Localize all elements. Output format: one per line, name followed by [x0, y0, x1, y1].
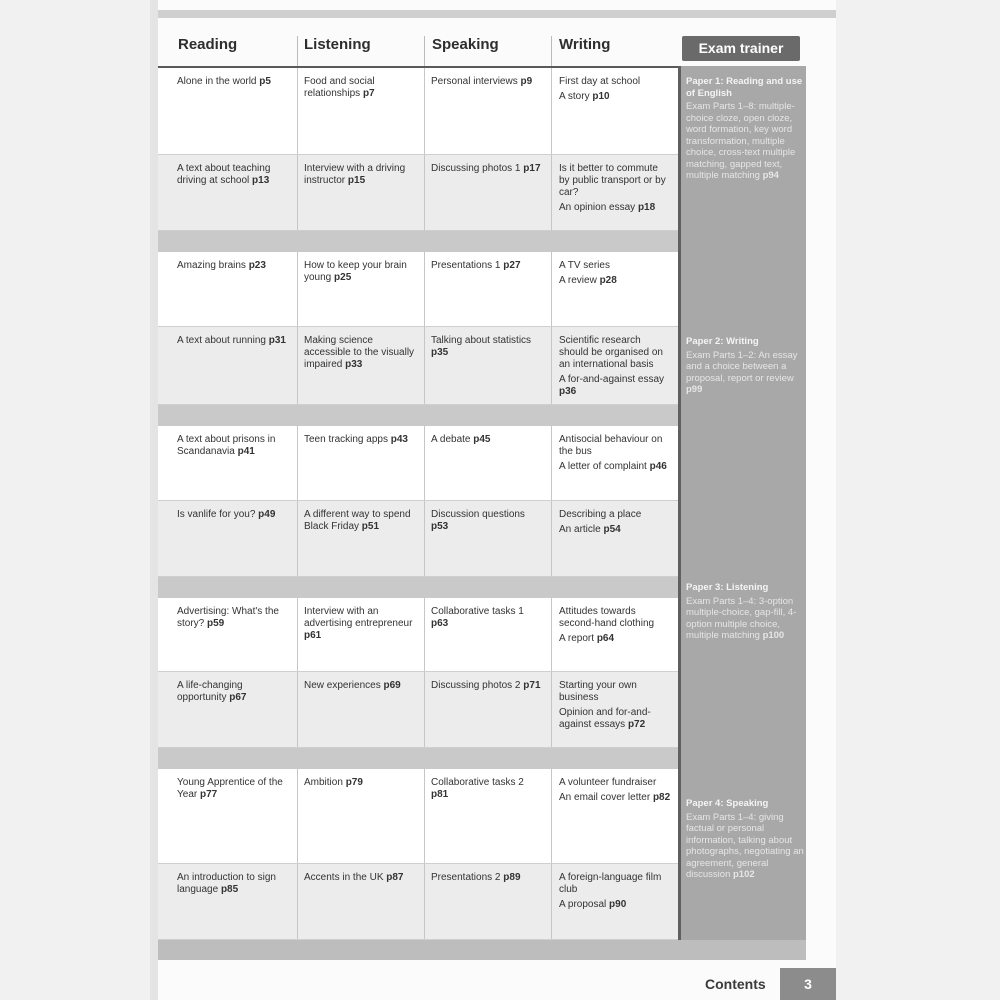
entry-text: Personal interviews — [431, 76, 518, 87]
page-ref: p53 — [431, 521, 449, 532]
cell-speaking — [431, 260, 543, 275]
column-divider — [551, 252, 552, 327]
entry-text: A different way to spend Black Friday — [304, 509, 411, 532]
cell-listening — [304, 777, 416, 792]
page-ref: p87 — [386, 872, 404, 883]
entry-text: Collaborative tasks 2 — [431, 777, 524, 788]
writing-entry — [559, 434, 671, 458]
bottom-band — [158, 940, 806, 960]
entry-text: An introduction to sign language — [177, 872, 276, 895]
entry-text: A story — [559, 91, 590, 102]
exam-trainer-paper-1 — [686, 76, 804, 182]
column-divider — [297, 598, 298, 672]
entry-text: Is vanlife for you? — [177, 509, 256, 520]
writing-entry — [559, 707, 671, 731]
cell-reading — [177, 76, 289, 91]
row-divider — [158, 576, 678, 577]
column-headers — [158, 36, 678, 66]
writing-entry — [559, 792, 671, 804]
footer-contents-label: Contents — [705, 976, 766, 992]
cell-speaking — [431, 76, 543, 91]
writing-entry — [559, 275, 671, 287]
entry-text: How to keep your brain young — [304, 260, 407, 283]
writing-entry — [559, 76, 671, 88]
listening-entry — [304, 260, 416, 284]
speaking-entry — [431, 680, 543, 692]
listening-entry — [304, 509, 416, 533]
speaking-entry — [431, 335, 543, 359]
reading-entry — [177, 163, 289, 187]
entry-text: Presentations 2 — [431, 872, 501, 883]
cell-speaking — [431, 777, 543, 804]
entry-text: A review — [559, 275, 597, 286]
page-ref: p67 — [229, 692, 247, 703]
writing-entry — [559, 374, 671, 398]
speaking-entry — [431, 163, 543, 175]
entry-text: Interview with a driving instructor — [304, 163, 406, 186]
paper-title: Paper 4: Speaking — [686, 798, 769, 809]
cell-listening — [304, 434, 416, 449]
writing-entry — [559, 461, 671, 473]
unit-separator — [158, 748, 678, 769]
entry-text: A debate — [431, 434, 471, 445]
entry-text: A report — [559, 633, 595, 644]
cell-listening — [304, 163, 416, 190]
column-divider — [424, 501, 425, 577]
row-divider — [158, 230, 678, 231]
listening-entry — [304, 163, 416, 187]
cell-listening — [304, 606, 416, 645]
entry-text: A letter of complaint — [559, 461, 647, 472]
speaking-entry — [431, 509, 543, 533]
table-row — [158, 327, 678, 405]
entry-text: Talking about statistics — [431, 335, 532, 346]
cell-writing — [559, 606, 671, 648]
table-row — [158, 155, 678, 231]
page-ref: p63 — [431, 618, 449, 629]
writing-entry — [559, 91, 671, 103]
cell-reading — [177, 434, 289, 461]
entry-text: A volunteer fundraiser — [559, 777, 657, 788]
speaking-entry — [431, 606, 543, 630]
reading-entry — [177, 434, 289, 458]
page-ref: p69 — [383, 680, 401, 691]
page-ref: p59 — [207, 618, 225, 629]
page-ref: p10 — [592, 91, 610, 102]
unit-separator — [158, 577, 678, 598]
column-divider — [424, 252, 425, 327]
unit-separator — [158, 405, 678, 426]
cell-speaking — [431, 680, 543, 695]
column-divider — [297, 252, 298, 327]
entry-text: A proposal — [559, 899, 607, 910]
cell-reading — [177, 163, 289, 190]
header-divider — [297, 36, 298, 66]
page-ref: p17 — [523, 163, 541, 174]
entry-text: Scientific research should be organised on an international basis — [559, 335, 663, 370]
entry-text: Discussing photos 1 — [431, 163, 521, 174]
listening-entry — [304, 606, 416, 642]
speaking-entry — [431, 872, 543, 884]
page-ref: p81 — [431, 789, 449, 800]
entry-text: Opinion and for-and-against essays — [559, 707, 651, 730]
entry-text: Antisocial behaviour on the bus — [559, 434, 663, 457]
writing-entry — [559, 260, 671, 272]
cell-speaking — [431, 606, 543, 633]
cell-reading — [177, 777, 289, 804]
header-reading: Reading — [178, 36, 238, 53]
speaking-entry — [431, 260, 543, 272]
page-ref: p28 — [599, 275, 617, 286]
cell-reading — [177, 606, 289, 633]
entry-text: New experiences — [304, 680, 381, 691]
page-ref: p27 — [503, 260, 521, 271]
column-divider — [424, 327, 425, 405]
column-divider — [424, 864, 425, 940]
column-divider — [551, 769, 552, 864]
writing-entry — [559, 202, 671, 214]
speaking-entry — [431, 777, 543, 801]
cell-speaking — [431, 509, 543, 536]
column-divider — [424, 155, 425, 231]
speaking-entry — [431, 434, 543, 446]
entry-text: Interview with an advertising entrepreneur — [304, 606, 413, 629]
reading-entry — [177, 335, 289, 347]
writing-entry — [559, 777, 671, 789]
listening-entry — [304, 76, 416, 100]
page-ref: p43 — [390, 434, 408, 445]
footer-page-number: 3 — [780, 968, 836, 1000]
cell-writing — [559, 163, 671, 217]
table-row — [158, 501, 678, 577]
table-row — [158, 864, 678, 940]
entry-text: Teen tracking apps — [304, 434, 388, 445]
column-divider — [424, 598, 425, 672]
column-divider — [297, 327, 298, 405]
entry-text: A life-changing opportunity — [177, 680, 243, 703]
entry-text: A TV series — [559, 260, 610, 271]
header-writing: Writing — [559, 36, 611, 53]
page-ref: p49 — [258, 509, 276, 520]
page-ref: p36 — [559, 386, 577, 397]
page-ref: p23 — [248, 260, 266, 271]
entry-text: An opinion essay — [559, 202, 636, 213]
entry-text: Describing a place — [559, 509, 642, 520]
table-row — [158, 598, 678, 672]
column-divider — [424, 769, 425, 864]
table-row — [158, 769, 678, 864]
page-ref: p18 — [637, 202, 656, 213]
writing-entry — [559, 606, 671, 630]
column-divider — [551, 155, 552, 231]
entry-text: First day at school — [559, 76, 641, 87]
page-ref: p33 — [345, 359, 363, 370]
cell-listening — [304, 335, 416, 374]
cell-writing — [559, 872, 671, 914]
paper-title: Paper 2: Writing — [686, 336, 759, 347]
page-ref: p72 — [627, 719, 646, 730]
cell-listening — [304, 680, 416, 695]
column-divider — [424, 426, 425, 501]
column-divider — [551, 327, 552, 405]
exam-trainer-header: Exam trainer — [682, 36, 800, 61]
column-divider — [551, 598, 552, 672]
column-divider — [551, 68, 552, 155]
cell-writing — [559, 777, 671, 807]
page-ref: p7 — [362, 88, 375, 99]
column-divider — [424, 68, 425, 155]
entry-text: Food and social relationships — [304, 76, 375, 99]
reading-entry — [177, 777, 289, 801]
page-shadow — [150, 0, 158, 1000]
entry-text: Collaborative tasks 1 — [431, 606, 524, 617]
table-row — [158, 672, 678, 748]
reading-entry — [177, 606, 289, 630]
entry-text: Discussing photos 2 — [431, 680, 521, 691]
cell-reading — [177, 872, 289, 899]
table-row — [158, 68, 678, 155]
page-ref: p13 — [252, 175, 270, 186]
unit-separator — [158, 231, 678, 252]
row-divider — [158, 747, 678, 748]
column-divider — [297, 155, 298, 231]
cell-listening — [304, 260, 416, 287]
cell-listening — [304, 872, 416, 887]
page-ref: p85 — [220, 884, 239, 895]
writing-entry — [559, 633, 671, 645]
entry-text: A text about teaching driving at school — [177, 163, 271, 186]
exam-trainer-paper-4 — [686, 798, 804, 881]
listening-entry — [304, 680, 416, 692]
writing-entry — [559, 899, 671, 911]
entry-text: Alone in the world — [177, 76, 257, 87]
column-divider — [297, 68, 298, 155]
page-ref: p61 — [304, 630, 322, 641]
reading-entry — [177, 509, 289, 521]
page-ref: p90 — [609, 899, 627, 910]
cell-speaking — [431, 335, 543, 362]
entry-text: Attitudes towards second-hand clothing — [559, 606, 655, 629]
paper-description: Exam Parts 1–4: giving factual or personal information, talking about photographs, negotiating an agreement, general discussion p102 — [686, 811, 804, 880]
listening-entry — [304, 434, 416, 446]
entry-text: An article — [559, 524, 601, 535]
page-ref: p71 — [523, 680, 541, 691]
page-ref: p15 — [347, 175, 366, 186]
entry-text: Ambition — [304, 777, 343, 788]
entry-text: A for-and-against essay — [559, 374, 665, 385]
cell-writing — [559, 434, 671, 476]
entry-text: A text about running — [177, 335, 266, 346]
column-divider — [297, 672, 298, 748]
reading-entry — [177, 76, 289, 88]
cell-speaking — [431, 163, 543, 178]
cell-listening — [304, 509, 416, 536]
reading-entry — [177, 260, 289, 272]
column-divider — [297, 501, 298, 577]
speaking-entry — [431, 76, 543, 88]
entry-text: Is it better to commute by public transport or by car? — [559, 163, 666, 198]
paper-description: Exam Parts 1–8: multiple-choice cloze, open cloze, word formation, key word transformation, multiple choice, cross-text multiple matching, gapped text, multiple matching p94 — [686, 101, 796, 181]
column-divider — [551, 864, 552, 940]
entry-text: Accents in the UK — [304, 872, 384, 883]
page-ref: p77 — [200, 789, 218, 800]
exam-trainer-paper-2 — [686, 336, 804, 396]
listening-entry — [304, 777, 416, 789]
entry-text: An email cover letter — [559, 792, 651, 803]
cell-speaking — [431, 434, 543, 449]
reading-entry — [177, 872, 289, 896]
paper-title: Paper 1: Reading and use of English — [686, 76, 803, 99]
page-ref: p9 — [520, 76, 533, 87]
page-ref: p31 — [268, 335, 286, 346]
column-divider — [297, 864, 298, 940]
page-ref: p82 — [652, 792, 671, 803]
writing-entry — [559, 163, 671, 199]
entry-text: A foreign-language film club — [559, 872, 662, 895]
cell-reading — [177, 509, 289, 524]
cell-reading — [177, 335, 289, 350]
top-bar — [158, 10, 836, 18]
writing-entry — [559, 680, 671, 704]
entry-text: Advertising: What's the story? — [177, 606, 279, 629]
table-row — [158, 252, 678, 327]
cell-speaking — [431, 872, 543, 887]
entry-text: Starting your own business — [559, 680, 637, 703]
cell-reading — [177, 680, 289, 707]
header-divider — [551, 36, 552, 66]
entry-text: Discussion questions — [431, 509, 525, 520]
exam-trainer-paper-3 — [686, 582, 804, 642]
header-divider — [424, 36, 425, 66]
listening-entry — [304, 335, 416, 371]
row-divider — [158, 404, 678, 405]
table-row — [158, 426, 678, 501]
page-ref: p45 — [473, 434, 491, 445]
page-ref: p54 — [603, 524, 621, 535]
page-ref: p79 — [345, 777, 363, 788]
page-ref: p46 — [649, 461, 667, 472]
writing-entry — [559, 872, 671, 896]
entry-text: A text about prisons in Scandanavia — [177, 434, 276, 457]
page-ref: p5 — [259, 76, 271, 87]
column-divider — [424, 672, 425, 748]
column-divider — [551, 672, 552, 748]
cell-listening — [304, 76, 416, 103]
writing-entry — [559, 335, 671, 371]
paper-description: Exam Parts 1–4: 3-option multiple-choice, gap-fill, 4-option multiple choice, multiple matching p100 — [686, 595, 797, 641]
page-ref: p35 — [431, 347, 449, 358]
entry-text: Young Apprentice of the Year — [177, 777, 283, 800]
entry-text: Making science accessible to the visually impaired — [304, 335, 415, 370]
paper-title: Paper 3: Listening — [686, 582, 769, 593]
cell-writing — [559, 260, 671, 290]
column-divider — [297, 426, 298, 501]
writing-entry — [559, 509, 671, 521]
entry-text: Presentations 1 — [431, 260, 501, 271]
column-divider — [551, 426, 552, 501]
cell-writing — [559, 509, 671, 539]
header-listening: Listening — [304, 36, 371, 53]
page-ref: p89 — [503, 872, 521, 883]
page-ref: p51 — [361, 521, 380, 532]
reading-entry — [177, 680, 289, 704]
writing-entry — [559, 524, 671, 536]
cell-writing — [559, 76, 671, 106]
column-divider — [297, 769, 298, 864]
paper-description: Exam Parts 1–2: An essay and a choice between a proposal, report or review p99 — [686, 349, 798, 395]
column-divider — [551, 501, 552, 577]
cell-writing — [559, 680, 671, 734]
cell-writing — [559, 335, 671, 401]
entry-text: Amazing brains — [177, 260, 246, 271]
header-speaking: Speaking — [432, 36, 499, 53]
cell-reading — [177, 260, 289, 275]
page-ref: p41 — [237, 446, 255, 457]
page-ref: p64 — [596, 633, 615, 644]
page-ref: p25 — [334, 272, 352, 283]
listening-entry — [304, 872, 416, 884]
